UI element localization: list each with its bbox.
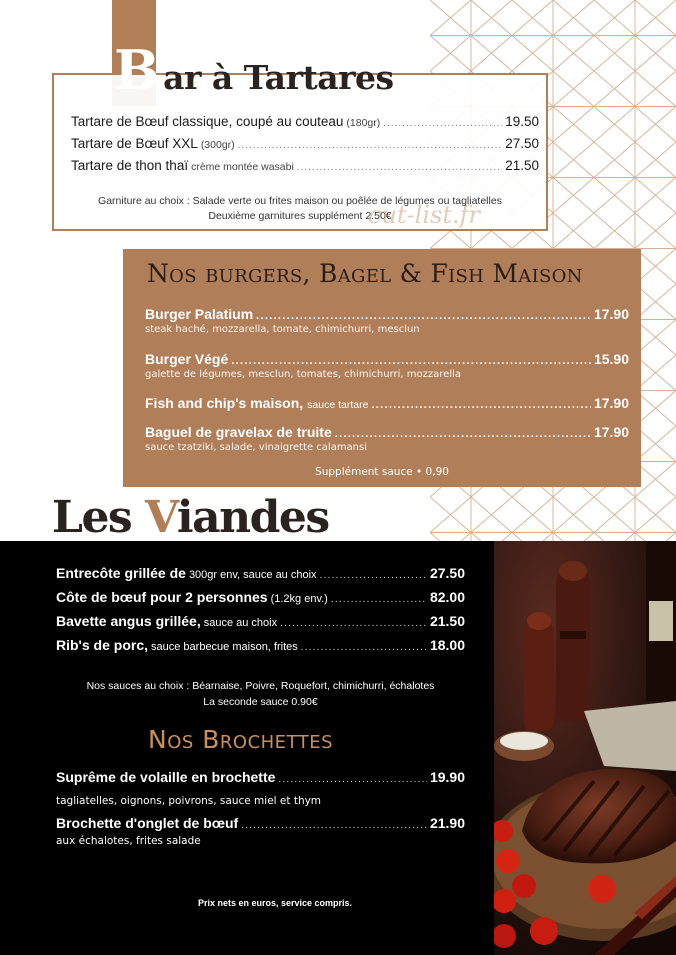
item-price: 18.00 <box>429 637 465 653</box>
item-detail: sauce tartare <box>307 399 369 411</box>
dot-leader <box>278 774 427 785</box>
item-description: sauce tzatziki, salade, vinaigrette calamansi <box>145 442 368 453</box>
item-price: 19.90 <box>429 769 465 785</box>
menu-item <box>56 815 465 831</box>
item-name: Brochette d'onglet de bœuf <box>56 815 239 831</box>
item-name: Côte de bœuf pour 2 personnes <box>56 589 268 605</box>
item-name: Rib's de porc, <box>56 637 149 653</box>
sauce-supplement-note: Supplément sauce • 0,90 <box>315 466 449 478</box>
price-footer: Prix nets en euros, service compris. <box>197 898 353 908</box>
menu-item <box>56 565 465 581</box>
dot-leader <box>231 355 591 367</box>
title-part: iandes <box>176 492 329 543</box>
item-name: Bavette angus grillée, <box>56 613 201 629</box>
item-price: 21.50 <box>505 158 539 173</box>
item-price: 17.90 <box>593 424 629 440</box>
item-price: 27.50 <box>505 136 539 151</box>
dot-leader <box>301 642 427 653</box>
item-price: 17.90 <box>593 395 629 411</box>
item-price: 27.50 <box>429 565 465 581</box>
item-name: Burger Palatium <box>145 306 254 322</box>
garnish-supplement-note: Deuxième garnitures supplément 2.50€ <box>208 210 392 222</box>
menu-item <box>56 769 465 785</box>
burgers-title: Nos burgers, Bagel & Fish Maison <box>147 259 583 288</box>
dot-leader <box>371 399 591 411</box>
menu-item <box>56 613 465 629</box>
item-name: Baguel de gravelax de truite <box>145 424 332 440</box>
item-price: 15.90 <box>593 351 629 367</box>
item-price: 17.90 <box>593 306 629 322</box>
item-name: Tartare de Bœuf classique, coupé au couteau <box>71 114 344 129</box>
menu-item <box>145 424 629 440</box>
item-price: 19.50 <box>505 114 539 129</box>
menu-item <box>71 158 539 178</box>
item-detail: crème montée wasabi <box>191 161 294 173</box>
item-name: Suprême de volaille en brochette <box>56 769 276 785</box>
title-initial: B <box>114 38 160 102</box>
dot-leader <box>331 594 427 605</box>
item-name: Tartare de thon thaï <box>71 158 189 173</box>
burgers-section <box>123 249 641 487</box>
steak-photo <box>494 541 676 955</box>
item-description: aux échalotes, frites salade <box>56 835 201 847</box>
dot-leader <box>335 428 591 440</box>
title-initial: V <box>145 492 177 543</box>
menu-item <box>145 351 629 367</box>
title-part: Les <box>52 492 146 543</box>
menu-item <box>56 589 465 605</box>
title-rest: ar à Tartares <box>163 58 394 97</box>
dot-leader <box>241 820 427 831</box>
second-sauce-note: La seconde sauce 0.90€ <box>203 696 318 708</box>
item-detail: (300gr) <box>200 139 235 151</box>
item-detail: (180gr) <box>346 117 381 129</box>
dot-leader <box>256 310 591 322</box>
item-description: steak haché, mozzarella, tomate, chimichurri, mesclun <box>145 324 420 335</box>
watermark: cut-list.fr <box>368 201 480 229</box>
dot-leader <box>297 162 502 173</box>
item-price: 21.90 <box>429 815 465 831</box>
item-price: 82.00 <box>429 589 465 605</box>
garnish-note: Garniture au choix : Salade verte ou frites maison ou poêlée de légumes ou tagliatelles <box>98 195 502 207</box>
menu-item <box>145 395 629 411</box>
item-detail: 300gr env, sauce au choix <box>188 569 317 581</box>
menu-item <box>145 306 629 322</box>
menu-item <box>71 136 539 156</box>
brochettes-title: Nos Brochettes <box>148 725 334 754</box>
item-price: 21.50 <box>429 613 465 629</box>
item-detail: sauce au choix <box>203 617 278 629</box>
item-name: Entrecôte grillée de <box>56 565 186 581</box>
dot-leader <box>280 618 427 629</box>
sauces-note: Nos sauces au choix : Béarnaise, Poivre, Roquefort, chimichurri, échalotes <box>86 680 435 692</box>
item-detail: (1.2kg env.) <box>270 593 328 605</box>
menu-item <box>56 637 465 653</box>
item-description: tagliatelles, oignons, poivrons, sauce miel et thym <box>56 795 322 807</box>
dot-leader <box>383 118 502 129</box>
item-name: Burger Végé <box>145 351 229 367</box>
item-name: Tartare de Bœuf XXL <box>71 136 198 151</box>
dot-leader <box>238 140 503 151</box>
item-detail: sauce barbecue maison, frites <box>151 641 298 653</box>
dot-leader <box>320 570 427 581</box>
tartares-title <box>114 38 394 102</box>
menu-item <box>71 114 539 134</box>
item-name: Fish and chip's maison, <box>145 395 304 411</box>
item-description: galette de légumes, mesclun, tomates, chimichurri, mozzarella <box>145 369 462 380</box>
viandes-title <box>52 492 329 543</box>
